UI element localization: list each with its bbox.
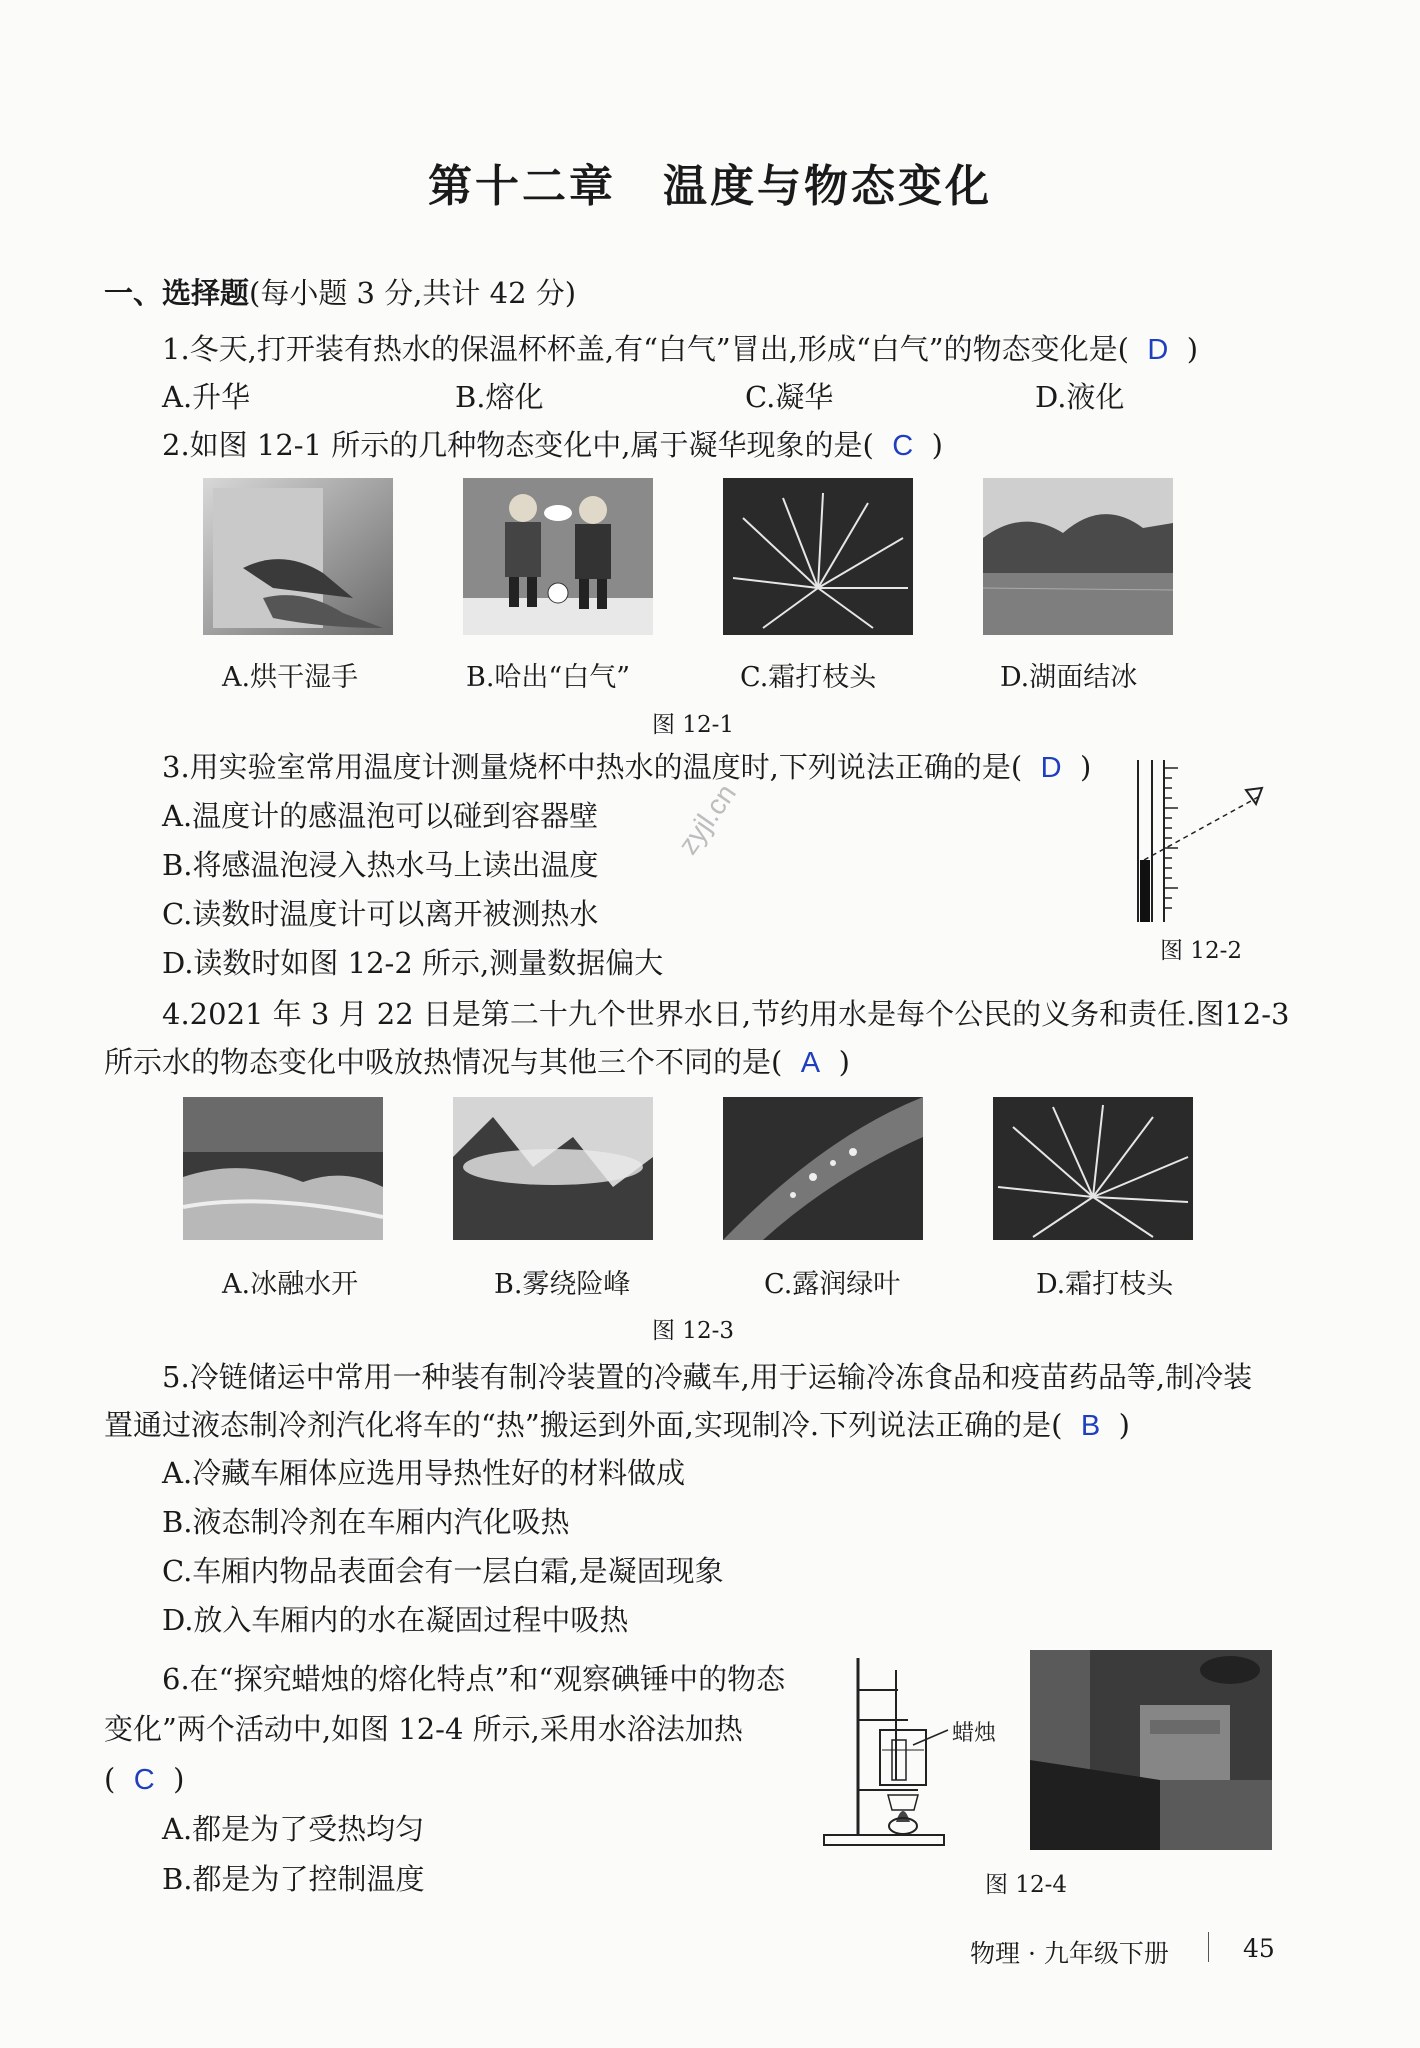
- q6-option-b: B.都是为了控制温度: [162, 1862, 425, 1896]
- footer-book: 物理 · 九年级下册: [970, 1939, 1169, 1968]
- section-note: (每小题 3 分,共计 42 分): [249, 276, 577, 310]
- q3-text: 3.用实验室常用温度计测量烧杯中热水的温度时,下列说法正确的是: [162, 750, 1011, 784]
- photo-hand-dryer: [203, 478, 393, 635]
- q1-option-b: B.熔化: [455, 380, 544, 414]
- q2-caption-d: D.湖面结冰: [1000, 662, 1138, 693]
- q1-paren-open: (: [1117, 332, 1129, 366]
- q3-option-b: B.将感温泡浸入热水马上读出温度: [162, 848, 599, 882]
- thermometer-diagram: [1130, 760, 1280, 930]
- q5-option-b: B.液态制冷剂在车厢内汽化吸热: [162, 1505, 570, 1539]
- photo-fog-peaks: [453, 1097, 653, 1240]
- q1-option-a: A.升华: [162, 380, 251, 414]
- q1-option-c: C.凝华: [745, 380, 834, 414]
- section-header: [104, 274, 576, 312]
- q4-paren-close: ): [838, 1045, 850, 1079]
- q4-text: 所示水的物态变化中吸放热情况与其他三个不同的是: [104, 1045, 772, 1079]
- photo-iodine-hammer: [1030, 1650, 1272, 1850]
- q1-stem: [162, 330, 1198, 369]
- q5-option-a: A.冷藏车厢体应选用导热性好的材料做成: [162, 1456, 686, 1490]
- q6-stem-line2: 变化”两个活动中,如图 12-4 所示,采用水浴法加热: [104, 1712, 743, 1746]
- figure-12-3-label: 图 12-3: [652, 1318, 734, 1344]
- q5-option-c: C.车厢内物品表面会有一层白霜,是凝固现象: [162, 1554, 724, 1588]
- q2-text: 2.如图 12-1 所示的几种物态变化中,属于凝华现象的是: [162, 428, 863, 462]
- q2-caption-a: A.烘干湿手: [222, 662, 359, 693]
- q3-option-a: A.温度计的感温泡可以碰到容器壁: [162, 799, 599, 833]
- q4-caption-a: A.冰融水开: [222, 1269, 359, 1300]
- q6-answer: C: [133, 1764, 155, 1796]
- figure-12-1-label: 图 12-1: [652, 712, 734, 738]
- q3-stem: [162, 748, 1091, 787]
- q3-option-d: D.读数时如图 12-2 所示,测量数据偏大: [162, 946, 664, 980]
- photo-breath-white-air: [463, 478, 653, 635]
- q5-paren-close: ): [1118, 1408, 1130, 1442]
- q2-paren-open: (: [862, 428, 874, 462]
- photo-frost-branches: [723, 478, 913, 635]
- q5-stem-line1: 5.冷链储运中常用一种装有制冷装置的冷藏车,用于运输冷冻食品和疫苗药品等,制冷装: [162, 1360, 1253, 1394]
- q4-stem-line2: [104, 1043, 850, 1082]
- figure-12-4-label: 图 12-4: [985, 1872, 1067, 1898]
- watermark: zyjl.cn: [672, 778, 743, 860]
- q2-caption-b: B.哈出“白气”: [466, 662, 631, 693]
- q1-text: 1.冬天,打开装有热水的保温杯杯盖,有“白气”冒出,形成“白气”的物态变化是: [162, 332, 1118, 366]
- q6-answer-line: [104, 1760, 184, 1799]
- q1-paren-close: ): [1186, 332, 1199, 366]
- q3-paren-close: ): [1080, 750, 1092, 784]
- q1-option-d: D.液化: [1035, 380, 1125, 414]
- photo-dew-leaf: [723, 1097, 923, 1240]
- q4-paren-open: (: [771, 1045, 783, 1079]
- page-number: 45: [1243, 1934, 1275, 1963]
- q5-paren-open: (: [1051, 1408, 1063, 1442]
- q2-caption-c: C.霜打枝头: [740, 662, 877, 693]
- q6-paren-open: (: [104, 1762, 116, 1796]
- q5-answer: B: [1080, 1410, 1101, 1442]
- q5-text: 置通过液态制冷剂汽化将车的“热”搬运到外面,实现制冷.下列说法正确的是: [104, 1408, 1052, 1442]
- page-title: 第十二章 温度与物态变化: [428, 161, 992, 212]
- q2-answer: C: [892, 430, 914, 462]
- q4-caption-d: D.霜打枝头: [1036, 1269, 1174, 1300]
- candle-label: 蜡烛: [952, 1721, 997, 1746]
- q1-answer: D: [1147, 334, 1169, 366]
- photo-frozen-lake: [983, 478, 1173, 635]
- q6-option-a: A.都是为了受热均匀: [162, 1812, 425, 1846]
- water-bath-apparatus: [818, 1650, 1018, 1850]
- q3-answer: D: [1040, 752, 1062, 784]
- q4-caption-c: C.露润绿叶: [764, 1269, 901, 1300]
- q5-stem-line2: [104, 1406, 1130, 1445]
- photo-ice-melting: [183, 1097, 383, 1240]
- q4-caption-b: B.雾绕险峰: [494, 1269, 631, 1300]
- q2-stem: [162, 426, 943, 465]
- q2-paren-close: ): [931, 428, 943, 462]
- photo-frost-branches-2: [993, 1097, 1193, 1240]
- q6-paren-close: ): [173, 1762, 185, 1796]
- q3-option-c: C.读数时温度计可以离开被测热水: [162, 897, 599, 931]
- section-label: 一、选择题: [104, 276, 250, 310]
- footer-divider: [1208, 1932, 1209, 1962]
- q6-stem-line1: 6.在“探究蜡烛的熔化特点”和“观察碘锤中的物态: [162, 1662, 786, 1696]
- q4-stem-line1: 4.2021 年 3 月 22 日是第二十九个世界水日,节约用水是每个公民的义务和责任.图12-3: [162, 997, 1290, 1031]
- figure-12-2-label: 图 12-2: [1160, 938, 1242, 964]
- q3-paren-open: (: [1010, 750, 1023, 784]
- q5-option-d: D.放入车厢内的水在凝固过程中吸热: [162, 1603, 629, 1637]
- q4-answer: A: [800, 1047, 821, 1079]
